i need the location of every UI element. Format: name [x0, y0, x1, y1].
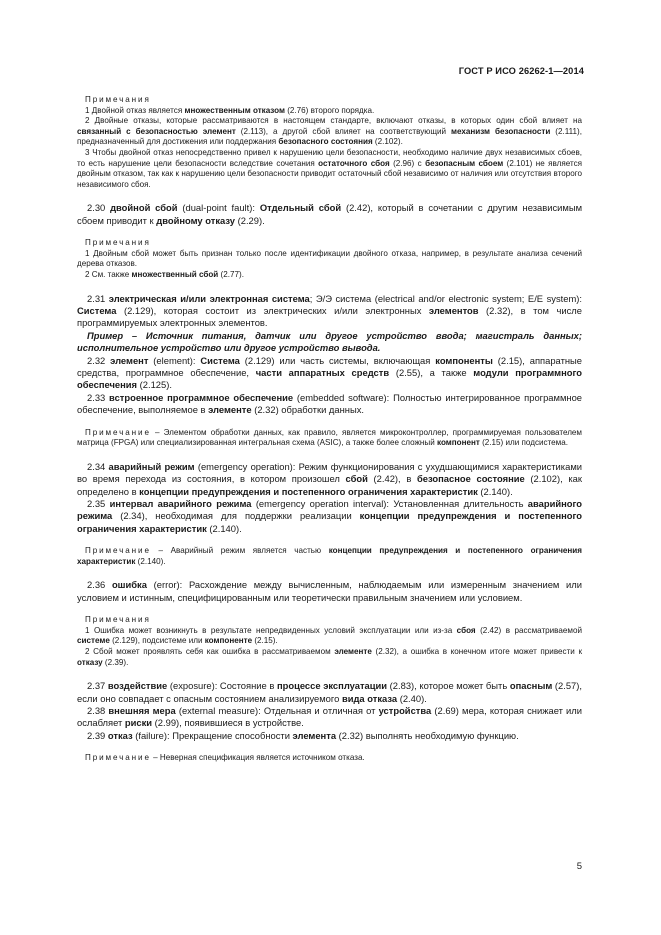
note-item: 2 Двойные отказы, которые рассматриваются в настоящем стандарте, включают отказы, в которых один сбой влияет на связанный с безопасностью элемент (2.113), а другой сбой влияет на соответствующий механизм безопасности (2.111), предназначенный для достижения или поддержания безопасного состояния (2.102). [77, 116, 582, 147]
definition-2-31: 2.31 электрическая и/или электронная система; Э/Э система (electrical and/or electronic system; E/E system): Система (2.129), которая состоит из электрических и/или электронных элементов (2.32), в том числе программируемых электронных элементов. [77, 292, 582, 329]
definition-2-33: 2.33 встроенное программное обеспечение (embedded software): Полностью интегрированное программное обеспечение, выполняемое в элементе (2.32) обработки данных. [77, 391, 583, 416]
note-label: Примечание [85, 546, 151, 556]
notes-2-36 [77, 615, 582, 668]
definition-2-37: 2.37 воздействие (exposure): Состояние в процессе эксплуатации (2.83), которое может быть опасным (2.57), если оно совпадает с опасным состоянием анализируемого вида отказа (2.40). [77, 680, 582, 704]
note-label: Примечание [85, 753, 151, 763]
document-header: ГОСТ Р ИСО 26262-1—2014 [458, 66, 584, 76]
note-item: 3 Чтобы двойной отказ непосредственно привел к нарушению цели безопасности, необходимо наличие двух независимых сбоев, то есть нарушение цели безопасности вследствие сочетания остаточного сбоя (2.96) с безопасным сбоем (2.101) не является двойным отказом, так как к нарушению цели безопасности приводит остаточный сбой независимо от наличия или отсутствия второго независимого сбоя. [77, 147, 583, 189]
definitions-2-31-2-33 [77, 293, 582, 417]
note-label: Примечание [85, 427, 151, 437]
note-2-33: Примечание – Элементом обработки данных, как правило, является микроконтроллер, программируемая пользователем матрица (FPGA) или специализированная интегральная схема (ASIC), а также более сложный компонент (2.15) или подсистема. [77, 427, 582, 448]
notes-heading: Примечания [85, 238, 151, 248]
definition-2-35: 2.35 интервал аварийного режима (emergency operation interval): Установленная длительность аварийного режима (2.34), необходимая для поддержки реализации концепции предупреждения и постепенного ограничения характеристик (2.140). [77, 498, 582, 534]
note-item: 1 Двойным сбой может быть признан только после идентификации двойного отказа, например, в результате анализа сечений дерева отказов. [77, 248, 582, 269]
definitions-2-34-2-35 [77, 461, 582, 535]
definition-2-36: 2.36 ошибка (error): Расхождение между вычисленным, наблюдаемым или измеренным значением или условием и истинным, специфицированным или теоретически правильным значением или условием. [77, 579, 583, 603]
page-number: 5 [576, 861, 582, 872]
notes-2-30 [77, 238, 582, 280]
note-item: 1 Ошибка может возникнуть в результате непредвиденных условий эксплуатации или из-за сбоя (2.42) в рассматриваемой системе (2.129), подсистеме или компоненте (2.15). [77, 625, 582, 646]
note-item: 2 См. также множественный сбой (2.77). [85, 269, 244, 279]
example-2-31: Пример – Источник питания, датчик или другое устройство ввода; магистраль данных; исполнительное устройство или другое устройство вывода. [77, 329, 582, 354]
note-item: 1 Двойной отказ является множественным отказом (2.76) второго порядка. [85, 105, 375, 115]
definition-2-32: 2.32 элемент (element): Система (2.129) или часть системы, включающая компоненты (2.15), аппаратные средства, программное обеспечение, части аппаратных средств (2.55), а также модули программного обеспечения (2.125). [77, 354, 582, 391]
notes-heading: Примечания [85, 95, 151, 104]
notes-heading: Примечания [85, 615, 151, 625]
notes-2-29 [77, 95, 582, 190]
document-body [77, 95, 582, 776]
definition-2-30: 2.30 двойной сбой (dual-point fault): Отдельный сбой (2.42), который в сочетании с другим независимым сбоем приводит к двойному отказу (2.29). [77, 202, 583, 226]
note-2-39: Примечание – Неверная спецификация является источником отказа. [85, 753, 365, 763]
definition-2-38: 2.38 внешняя мера (external measure): Отдельная и отличная от устройства (2.69) мера, которая снижает или ослабляет риски (2.99), появившиеся в устройстве. [77, 705, 582, 729]
definitions-2-37-2-39 [77, 680, 582, 742]
note-item: 2 Сбой может проявлять себя как ошибка в рассматриваемом элементе (2.32), а ошибка в конечном итоге может привести к отказу (2.39). [77, 647, 582, 667]
definition-2-34: 2.34 аварийный режим (emergency operation): Режим функционирования с ухудшающимися характеристиками во время перехода из состояния, в котором произошел сбой (2.42), в безопасное состояние (2.102), как определено в концепции предупреждения и постепенного ограничения характеристик (2.140). [77, 460, 582, 497]
note-2-35: Примечание – Аварийный режим является частью концепции предупреждения и постепенного ограничения характеристик (2.140). [77, 546, 582, 566]
definition-2-39: 2.39 отказ (failure): Прекращение способности элемента (2.32) выполнять необходимую функцию. [87, 729, 519, 741]
